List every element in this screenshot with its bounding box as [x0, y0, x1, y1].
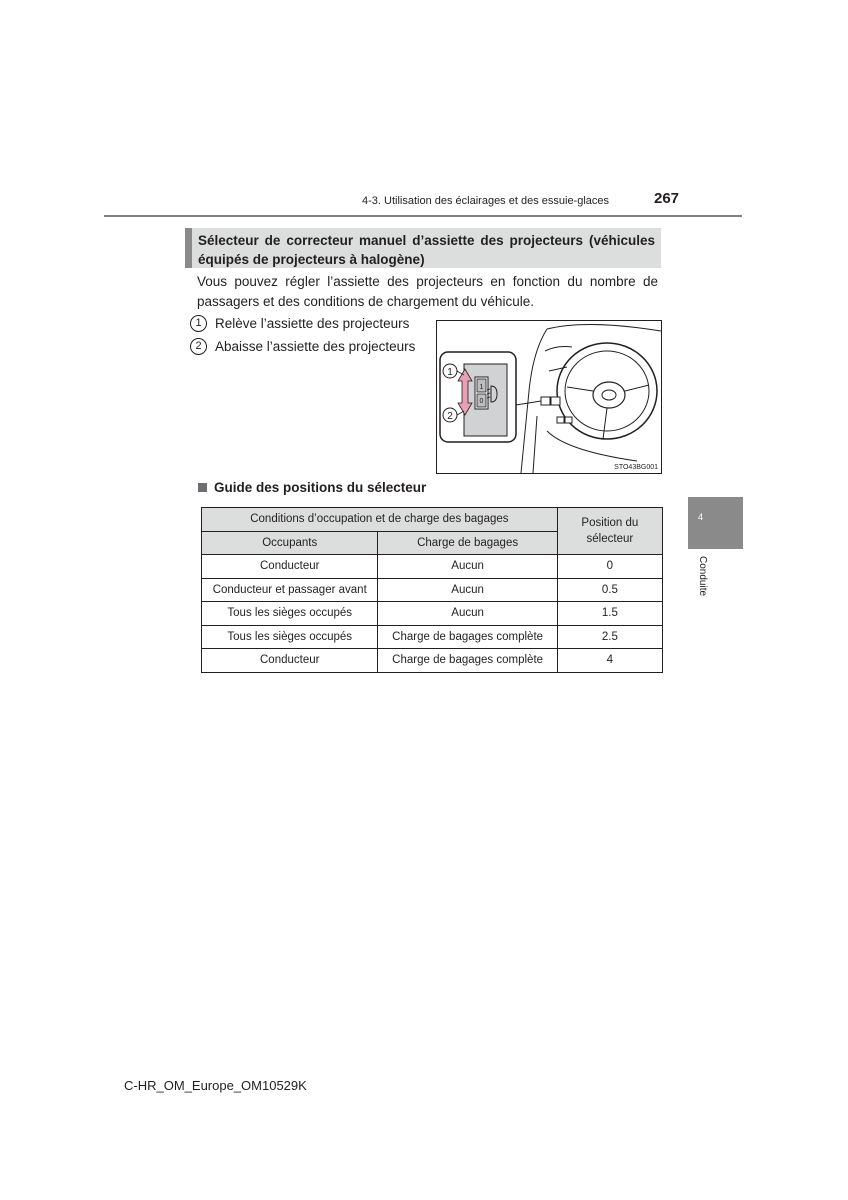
table-header-occupants: Occupants — [202, 531, 378, 555]
switch-label-top: 1 — [479, 384, 484, 391]
cell-charge: Aucun — [378, 602, 557, 626]
cell-occupants: Tous les sièges occupés — [202, 625, 378, 649]
switch-label-bottom: 0 — [479, 398, 484, 405]
illustration-code: STO43BG001 — [614, 464, 658, 471]
cell-charge: Aucun — [378, 555, 557, 579]
headlight-leveling-illustration — [436, 320, 662, 474]
callout-2: 2 — [447, 411, 453, 422]
intro-paragraph — [197, 272, 658, 311]
table-row — [202, 625, 663, 649]
cell-position: 2.5 — [557, 625, 662, 649]
cell-position: 0 — [557, 555, 662, 579]
cell-position: 4 — [557, 649, 662, 673]
guide-title — [198, 480, 426, 495]
cell-position: 0.5 — [557, 578, 662, 602]
cell-occupants: Tous les sièges occupés — [202, 602, 378, 626]
item-number-1: 1 — [190, 315, 207, 332]
page-number: 267 — [654, 190, 680, 207]
callout-1: 1 — [447, 367, 453, 378]
chapter-tab-label: Conduite — [697, 556, 708, 597]
item-number-2: 2 — [190, 338, 207, 355]
cell-occupants: Conducteur — [202, 555, 378, 579]
item-label-2: Abaisse l’assiette des projecteurs — [215, 339, 416, 354]
cell-occupants: Conducteur et passager avant — [202, 578, 378, 602]
section-title-line-2: équipés de projecteurs à halogène) — [198, 252, 425, 267]
cell-charge: Charge de bagages complète — [378, 649, 557, 673]
section-title-line-1: Sélecteur de correcteur manuel d’assiette des projecteurs (véhicules — [198, 233, 655, 248]
chapter-tab-number: 4 — [698, 512, 704, 522]
section-header: 4-3. Utilisation des éclairages et des essuie-glaces — [362, 195, 610, 207]
cell-charge: Aucun — [378, 578, 557, 602]
list-item — [190, 338, 415, 355]
list-item — [190, 315, 409, 332]
position-guide-table — [201, 507, 663, 673]
header-rule — [104, 215, 742, 217]
table-row — [202, 649, 663, 673]
table-header-position: Position du sélecteur — [557, 508, 662, 555]
cell-charge: Charge de bagages complète — [378, 625, 557, 649]
footer-doc-id: C-HR_OM_Europe_OM10529K — [124, 1078, 307, 1093]
guide-title-text: Guide des positions du sélecteur — [214, 480, 427, 495]
table-header-group: Conditions d’occupation et de charge des bagages — [202, 508, 558, 532]
dashboard-drawing — [437, 321, 661, 473]
intro-line-1: Vous pouvez régler l’assiette des projecteurs en fonction du nombre de — [197, 274, 658, 289]
table-row — [202, 555, 663, 579]
table-row — [202, 602, 663, 626]
table-header-charge: Charge de bagages — [378, 531, 557, 555]
item-label-1: Relève l’assiette des projecteurs — [215, 316, 410, 331]
section-title — [185, 228, 661, 268]
chapter-tab — [688, 497, 743, 549]
intro-line-2: passagers et des conditions de chargement du véhicule. — [197, 293, 534, 309]
cell-occupants: Conducteur — [202, 649, 378, 673]
square-bullet-icon — [198, 483, 207, 492]
cell-position: 1.5 — [557, 602, 662, 626]
table-row — [202, 578, 663, 602]
